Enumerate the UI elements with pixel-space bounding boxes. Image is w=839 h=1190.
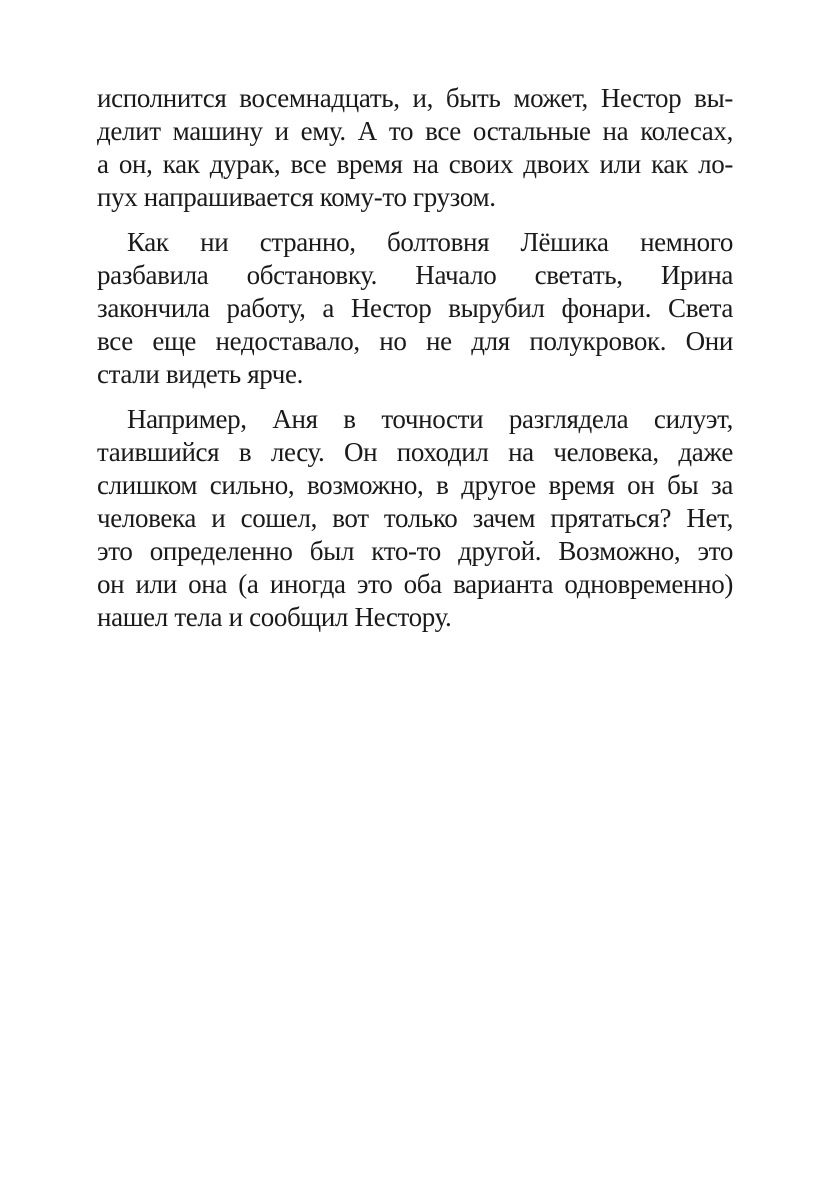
paragraph-3 (97, 403, 733, 634)
text-line: разбавила обстановку. Начало светать, Ирина (97, 260, 733, 290)
text-line: закончила работу, а Нестор вырубил фонари. Света (97, 293, 733, 323)
text-line: человека и сошел, вот только зачем прятаться? Нет, (97, 503, 733, 533)
text-line: пух напрашивается кому-то грузом. (97, 182, 496, 212)
text-line: таившийся в лесу. Он походил на человека, даже (97, 437, 733, 467)
text-line: исполнится восемнадцать, и, быть может, Нестор вы- (97, 83, 733, 113)
paragraph-1 (97, 82, 733, 214)
text-line: это определенно был кто-то другой. Возможно, это (97, 536, 733, 566)
text-line: стали видеть ярче. (97, 359, 304, 389)
text-line: Например, Аня в точности разглядела силуэт, (127, 404, 733, 434)
document-page (97, 82, 733, 646)
text-line: делит машину и ему. А то все остальные на колесах, (97, 116, 733, 146)
text-line: Как ни странно, болтовня Лёшика немного (127, 227, 733, 257)
text-line: он или она (а иногда это оба варианта одновременно) (97, 569, 733, 599)
text-line: все еще недоставало, но не для полукровок. Они (97, 326, 733, 356)
text-line: а он, как дурак, все время на своих двоих или как ло- (97, 149, 733, 179)
text-line: нашел тела и сообщил Нестору. (97, 602, 452, 632)
text-line: слишком сильно, возможно, в другое время он бы за (97, 470, 733, 500)
paragraph-2 (97, 226, 733, 391)
